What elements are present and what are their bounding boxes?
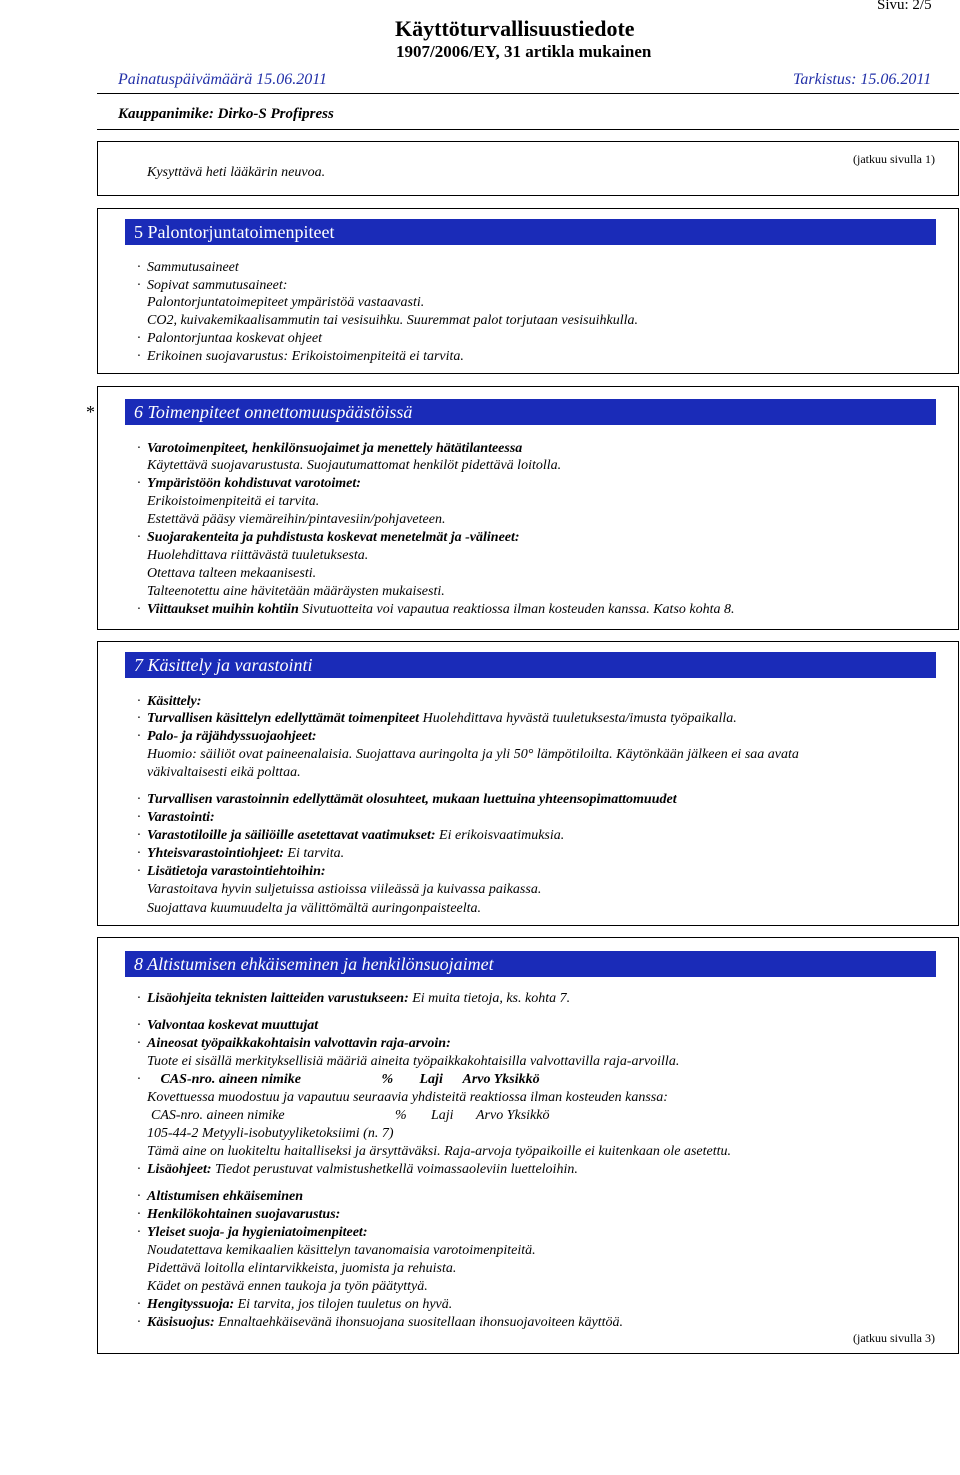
header-rule-2 xyxy=(97,129,959,130)
list-item: Huolehdittava riittävästä tuuletuksesta. xyxy=(147,548,369,563)
list-item: Suojattava kuumuudelta ja välittömältä auringonpaisteelta. xyxy=(147,901,482,916)
list-item: CO2, kuivakemikaalisammutin tai vesisuihku. Suuremmat palot torjutaan vesisuihkulla. xyxy=(147,313,638,328)
list-item: · Aineosat työpaikkakohtaisin valvottavin raja-arvoin: xyxy=(137,1036,451,1051)
list-item: · Lisäohjeet: Tiedot perustuvat valmistushetkellä voimassaoleviin luetteloihin. xyxy=(137,1162,578,1177)
list-item: · Viittaukset muihin kohtiin Sivutuotteita voi vapautua reaktiossa ilman kosteuden kanssa. Katso kohta 8. xyxy=(137,602,735,617)
list-item: · Ympäristöön kohdistuvat varotoimet: xyxy=(137,476,361,491)
list-item: · Käsittely: xyxy=(137,694,202,709)
list-item: Noudatettava kemikaalien käsittelyn tavanomaisia varotoimenpiteitä. xyxy=(147,1243,536,1258)
list-item: · Palontorjuntaa koskevat ohjeet xyxy=(137,331,322,346)
continued-from: (jatkuu sivulla 1) xyxy=(853,152,935,166)
document-subtitle: 1907/2006/EY, 31 artikla mukainen xyxy=(396,42,652,61)
table-row: 105-44-2 Metyyli-isobutyyliketoksiimi (n. 7) xyxy=(147,1126,394,1141)
list-item: · Henkilökohtainen suojavarustus: xyxy=(137,1207,341,1222)
list-item: Kovettuessa muodostuu ja vapautuu seuraavia yhdisteitä reaktiossa ilman kosteuden kanssa: xyxy=(147,1090,668,1105)
header-rule xyxy=(97,93,959,94)
print-date: Painatuspäivämäärä 15.06.2011 xyxy=(118,71,328,88)
section-5-title: 5 Palontorjuntatoimenpiteet xyxy=(125,219,936,245)
list-item: · Suojarakenteita ja puhdistusta koskevat menetelmät ja -välineet: xyxy=(137,530,520,545)
cas-table-header: · CAS-nro. aineen nimike % Laji Arvo Yksikkö xyxy=(137,1072,540,1087)
list-item: Varastoitava hyvin suljetuissa astioissa viileässä ja kuivassa paikassa. xyxy=(147,882,542,897)
section-6-title: 6 Toimenpiteet onnettomuuspäästöissä xyxy=(125,399,936,425)
list-item: Tämä aine on luokiteltu haitalliseksi ja ärsyttäväksi. Raja-arvoja työpaikoille ei kuitenkaan ole asetettu. xyxy=(147,1144,732,1159)
list-item: · Yleiset suoja- ja hygieniatoimenpiteet: xyxy=(137,1225,368,1240)
list-item: Käytettävä suojavarustusta. Suojautumattomat henkilöt pidettävä loitolla. xyxy=(147,458,562,473)
list-item: · Yhteisvarastointiohjeet: Ei tarvita. xyxy=(137,846,345,861)
revision-marker: * xyxy=(86,402,95,422)
list-item: Erikoistoimenpiteitä ei tarvita. xyxy=(147,494,320,509)
list-item: · Varotoimenpiteet, henkilönsuojaimet ja menettely hätätilanteessa xyxy=(137,441,523,456)
cas-table-header: CAS-nro. aineen nimike % Laji Arvo Yksikkö xyxy=(151,1108,550,1123)
section-8-title: 8 Altistumisen ehkäiseminen ja henkilönsuojaimet xyxy=(125,951,936,977)
list-item: Estettävä pääsy viemäreihin/pintavesiin/pohjaveteen. xyxy=(147,512,446,527)
product-name: Kauppanimike: Dirko-S Profipress xyxy=(118,106,334,122)
list-item: Otettava talteen mekaanisesti. xyxy=(147,566,317,581)
page-number: Sivu: 2/5 xyxy=(877,0,932,13)
list-item: · Sopivat sammutusaineet: xyxy=(137,278,288,293)
revision-date: Tarkistus: 15.06.2011 xyxy=(793,71,932,88)
list-item: Kädet on pestävä ennen taukoja ja työn päätyttyä. xyxy=(147,1279,428,1294)
list-item: · Altistumisen ehkäiseminen xyxy=(137,1189,303,1204)
list-item: · Sammutusaineet xyxy=(137,260,239,275)
list-item: · Varastotiloille ja säiliöille asetettavat vaatimukset: Ei erikoisvaatimuksia. xyxy=(137,828,565,843)
list-item: Palontorjuntatoimepiteet ympäristöä vastaavasti. xyxy=(147,295,425,310)
list-item: · Käsisuojus: Ennaltaehkäisevänä ihonsuojana suositellaan ihonsuojavoiteen käyttöä. xyxy=(137,1315,623,1330)
list-item: Pidettävä loitolla elintarvikkeista, juomista ja rehuista. xyxy=(147,1261,457,1276)
list-item: · Erikoinen suojavarustus: Erikoistoimenpiteitä ei tarvita. xyxy=(137,349,464,364)
list-item: Tuote ei sisällä merkityksellisiä määriä aineita työpaikkakohtaisilla valvottavilla raja-arvoilla. xyxy=(147,1054,680,1069)
list-item: väkivaltaisesti eikä polttaa. xyxy=(147,765,301,780)
list-item: Huomio: säiliöt ovat paineenalaisia. Suojattava auringolta ja yli 50° lämpötiloilta. Käytönkään jälkeen ei saa avata xyxy=(147,747,799,762)
list-item: · Valvontaa koskevat muuttujat xyxy=(137,1018,319,1033)
list-item: Talteenotettu aine hävitetään määräysten mukaisesti. xyxy=(147,584,445,599)
list-item: · Lisäohjeita teknisten laitteiden varustukseen: Ei muita tietoja, ks. kohta 7. xyxy=(137,991,571,1006)
list-item: · Turvallisen käsittelyn edellyttämät toimenpiteet Huolehdittava hyvästä tuuletuksesta/imusta työpaikalla. xyxy=(137,711,737,726)
continued-on: (jatkuu sivulla 3) xyxy=(853,1331,935,1345)
document-title: Käyttöturvallisuustiedote xyxy=(395,16,635,41)
list-item: · Lisätietoja varastointiehtoihin: xyxy=(137,864,326,879)
list-item: · Varastointi: xyxy=(137,810,215,825)
section-7-title: 7 Käsittely ja varastointi xyxy=(125,652,936,678)
list-item: · Hengityssuoja: Ei tarvita, jos tilojen tuuletus on hyvä. xyxy=(137,1297,453,1312)
list-item: · Palo- ja räjähdyssuojaohjeet: xyxy=(137,729,317,744)
first-aid-text: Kysyttävä heti lääkärin neuvoa. xyxy=(147,165,326,180)
list-item: · Turvallisen varastoinnin edellyttämät olosuhteet, mukaan luettuina yhteensopimattomuudet xyxy=(137,792,677,807)
